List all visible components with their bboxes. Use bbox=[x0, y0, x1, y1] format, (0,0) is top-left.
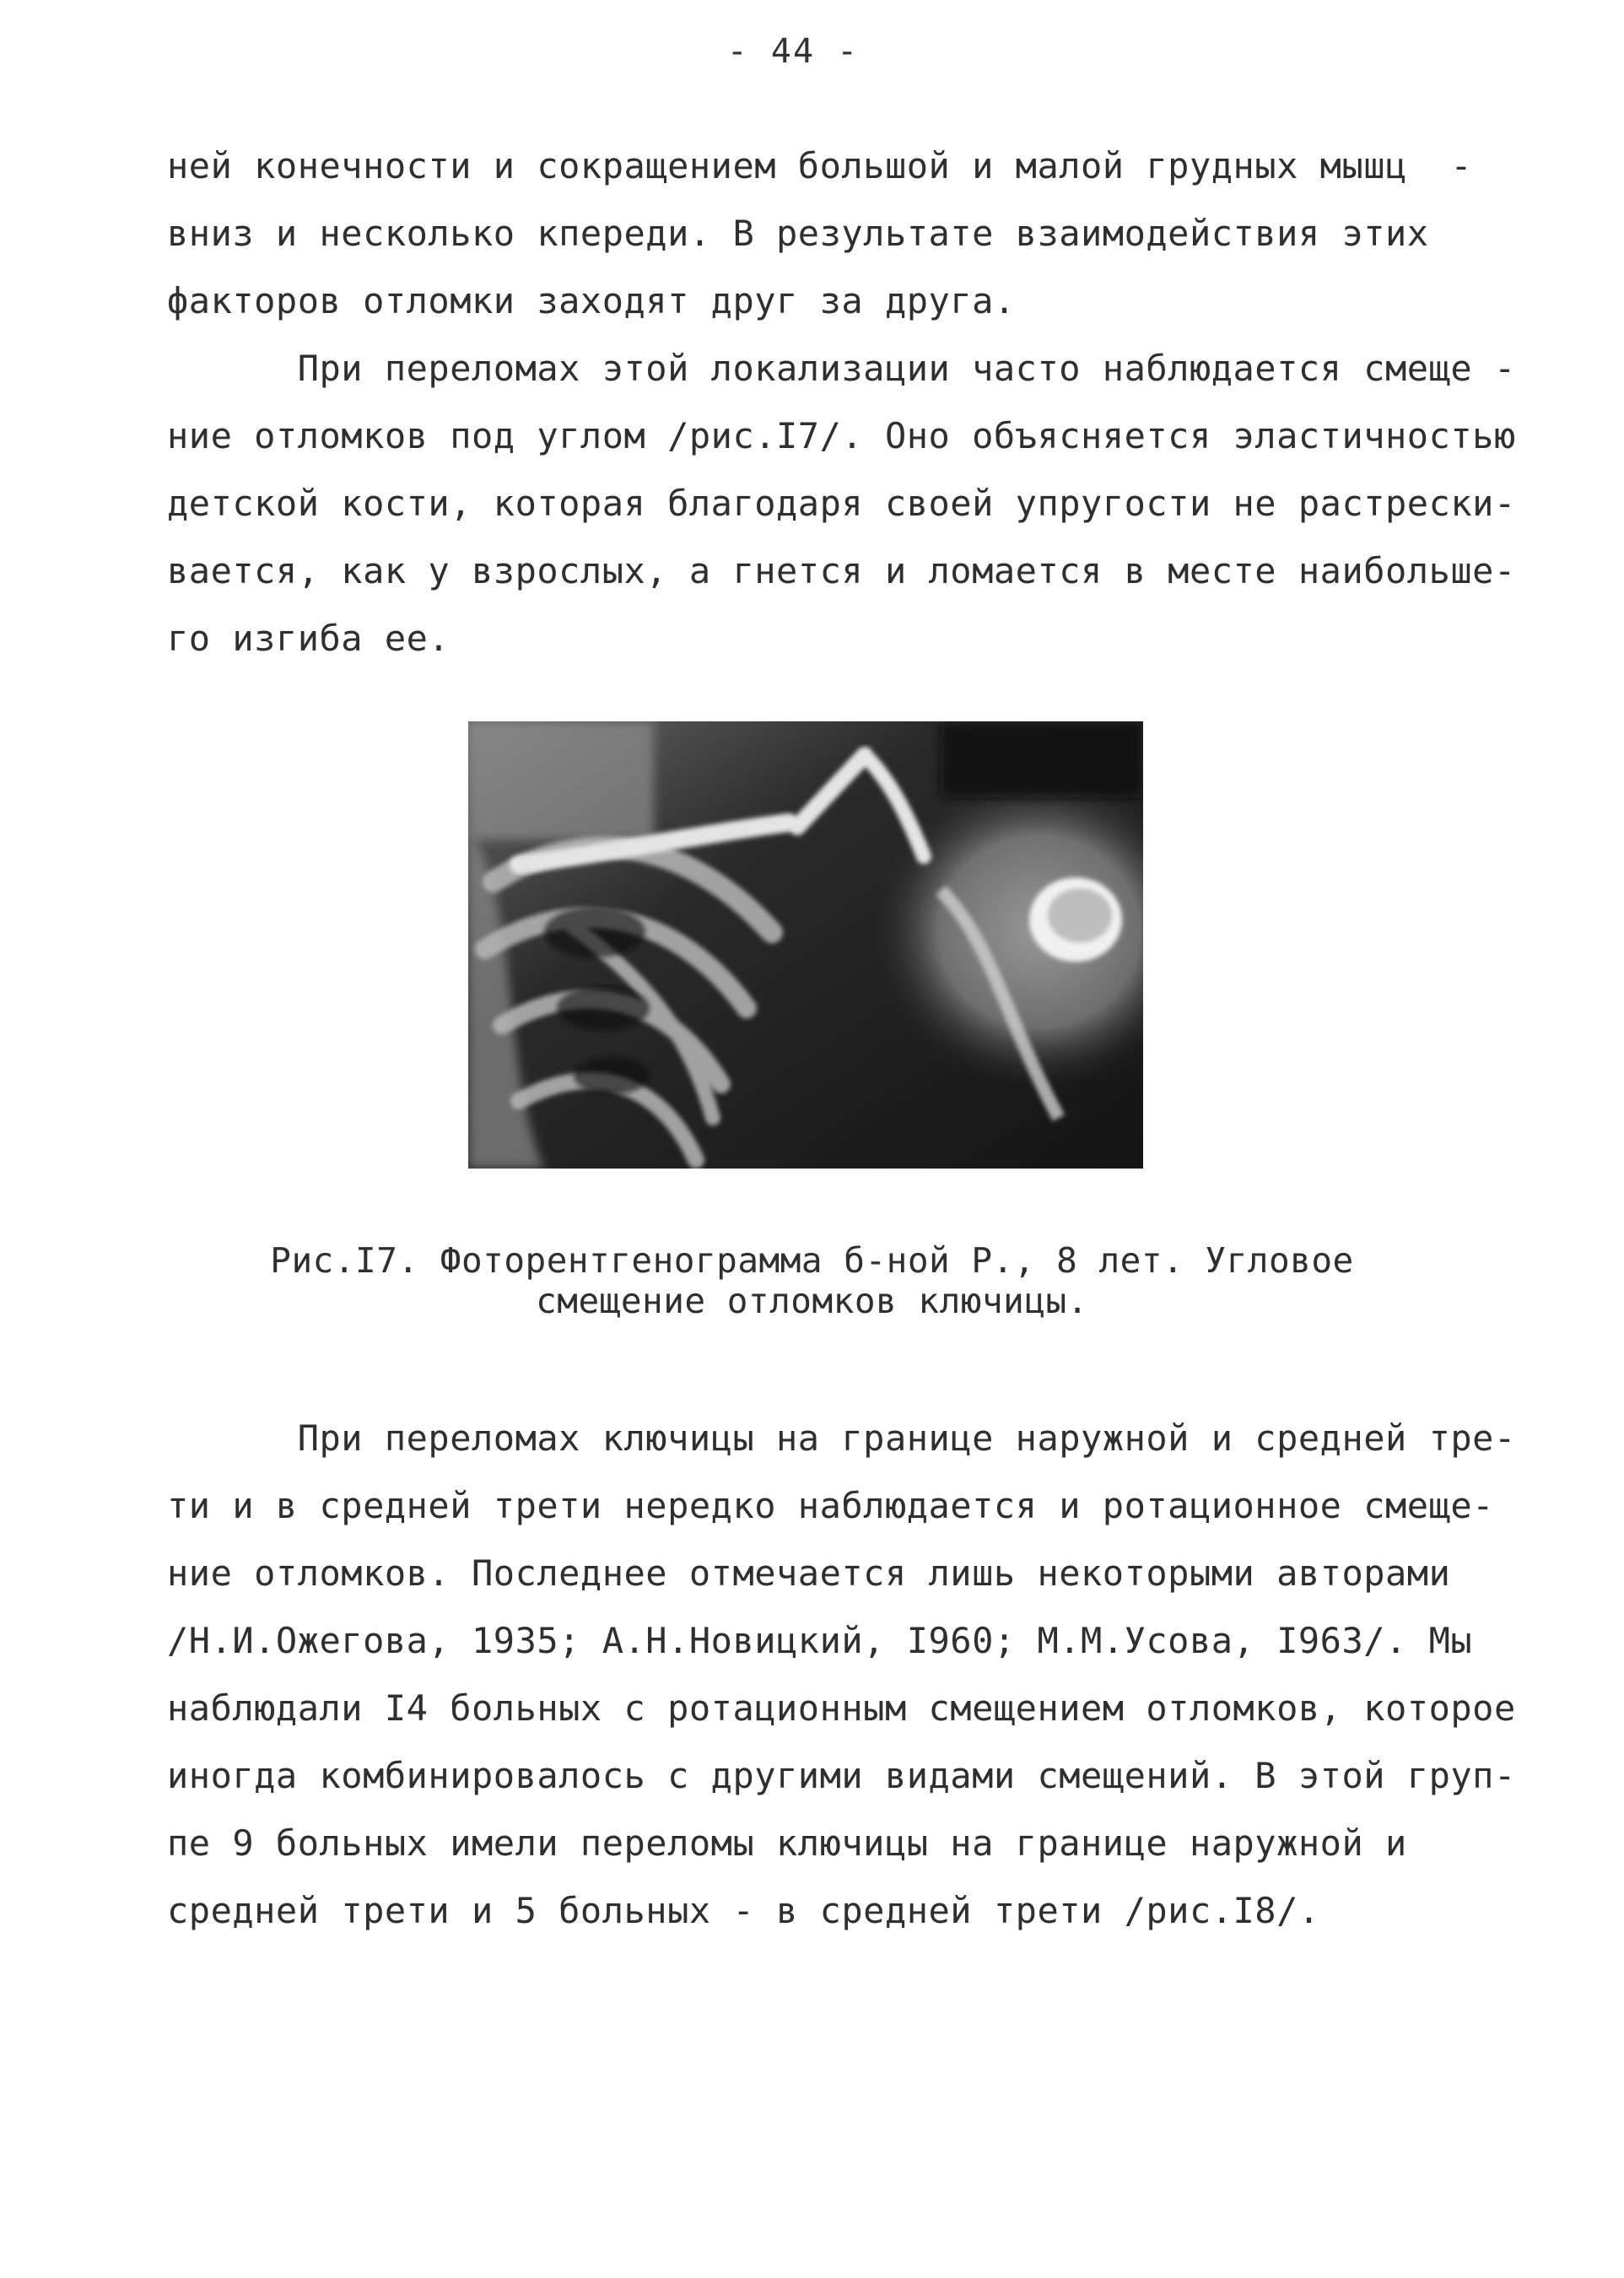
page-number: - 44 - bbox=[726, 32, 860, 71]
paragraph-line: /Н.И.Ожегова, 1935; А.Н.Новицкий, I960; М.М.Усова, I963/. Мы bbox=[167, 1620, 1473, 1661]
paragraph-line: ние отломков. Последнее отмечается лишь некоторыми авторами bbox=[167, 1552, 1451, 1594]
paragraph-line: детской кости, которая благодаря своей упругости не растрески- bbox=[167, 483, 1516, 524]
paragraph-line: При переломах этой локализации часто наблюдается смеще - bbox=[167, 348, 1516, 389]
paragraph-line: факторов отломки заходят друг за друга. bbox=[167, 280, 1016, 321]
paragraph-line: вается, как у взрослых, а гнется и ломается в месте наибольше- bbox=[167, 550, 1516, 591]
paragraph-line: наблюдали I4 больных с ротационным смещением отломков, которое bbox=[167, 1687, 1516, 1729]
paragraph-line: ти и в средней трети нередко наблюдается и ротационное смеще- bbox=[167, 1485, 1494, 1526]
figure-caption-line1: Рис.I7. Фоторентгенограмма б-ной Р., 8 лет. Угловое bbox=[270, 1240, 1354, 1281]
paragraph-line: иногда комбинировалось с другими видами смещений. В этой груп- bbox=[167, 1755, 1516, 1796]
paragraph-line: средней трети и 5 больных - в средней трети /рис.I8/. bbox=[167, 1890, 1320, 1931]
xray-image bbox=[468, 721, 1143, 1169]
paragraph-line: го изгиба ее. bbox=[167, 618, 451, 659]
paragraph-line: ней конечности и сокращением большой и малой грудных мышц - bbox=[167, 145, 1473, 186]
paragraph-line: ние отломков под углом /рис.I7/. Оно объясняется эластичностью bbox=[167, 415, 1516, 456]
paragraph-line: пе 9 больных имели переломы ключицы на границе наружной и bbox=[167, 1822, 1407, 1864]
figure-caption-line2: смещение отломков ключицы. bbox=[536, 1281, 1088, 1321]
paragraph-line: вниз и несколько кпереди. В результате взаимодействия этих bbox=[167, 213, 1429, 254]
paragraph-line: При переломах ключицы на границе наружной и средней тре- bbox=[167, 1417, 1516, 1459]
xray-photo bbox=[468, 721, 1143, 1169]
